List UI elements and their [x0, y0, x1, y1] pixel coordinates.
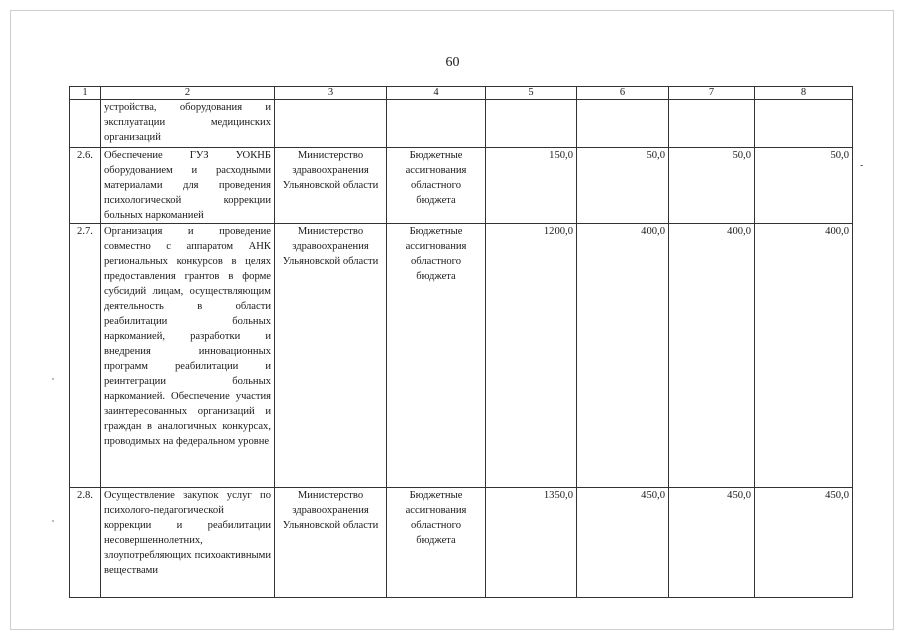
row-organization: Министерство здравоохранения Ульяновской области [275, 224, 387, 488]
row-number [70, 100, 101, 148]
row-description: Организация и проведение совместно с аппаратом АНК региональных конкурсов в целях предоставления грантов в форме субсидий лицам, осуществляющим деятельность в области реабилитации больных наркоманией, разработки и внедрения инновационных программ реабилитации и реинтеграции больных наркоманией. Обеспечение участия заинтересованных организаций и граждан в аналогичных конкурсах, проводимых на федеральном уровне [101, 224, 275, 488]
budget-table [69, 86, 853, 598]
header-cell: 5 [486, 87, 577, 100]
row-value-total: 150,0 [486, 148, 577, 224]
row-description: Обеспечение ГУЗ УОКНБ оборудованием и расходными материалами для проведения психологической коррекции больных наркоманией [101, 148, 275, 224]
row-funding-source: Бюджетные ассигнования областного бюджета [387, 488, 486, 598]
margin-mark: - [860, 160, 864, 171]
page-number: 60 [445, 55, 460, 70]
row-organization [275, 100, 387, 148]
table-header-row [70, 87, 853, 100]
row-number: 2.8. [70, 488, 101, 598]
row-value-year1: 450,0 [577, 488, 669, 598]
row-value-year2: 400,0 [669, 224, 755, 488]
row-value-year2: 50,0 [669, 148, 755, 224]
row-description: Осуществление закупок услуг по психолого-педагогической коррекции и реабилитации несовершеннолетних, злоупотребляющих психоактивными веществами [101, 488, 275, 598]
table-row [70, 488, 853, 598]
row-number: 2.6. [70, 148, 101, 224]
row-value-total: 1350,0 [486, 488, 577, 598]
scan-speck [52, 378, 54, 380]
header-cell: 6 [577, 87, 669, 100]
row-funding-source [387, 100, 486, 148]
row-value-total [486, 100, 577, 148]
row-number: 2.7. [70, 224, 101, 488]
row-value-year3: 400,0 [755, 224, 853, 488]
row-value-year1 [577, 100, 669, 148]
scan-edge-line [30, 629, 875, 630]
header-cell: 2 [101, 87, 275, 100]
header-cell: 8 [755, 87, 853, 100]
row-value-year3 [755, 100, 853, 148]
row-value-year2: 450,0 [669, 488, 755, 598]
row-value-year3: 450,0 [755, 488, 853, 598]
row-funding-source: Бюджетные ассигнования областного бюджета [387, 224, 486, 488]
row-value-total: 1200,0 [486, 224, 577, 488]
row-value-year1: 400,0 [577, 224, 669, 488]
table-row [70, 148, 853, 224]
header-cell: 4 [387, 87, 486, 100]
row-funding-source: Бюджетные ассигнования областного бюджета [387, 148, 486, 224]
scan-speck [52, 520, 54, 522]
table-row [70, 224, 853, 488]
row-value-year2 [669, 100, 755, 148]
row-value-year3: 50,0 [755, 148, 853, 224]
table-row [70, 100, 853, 148]
row-organization: Министерство здравоохранения Ульяновской области [275, 148, 387, 224]
row-value-year1: 50,0 [577, 148, 669, 224]
header-cell: 7 [669, 87, 755, 100]
row-description: устройства, оборудования и эксплуатации медицинских организаций [101, 100, 275, 148]
header-cell: 1 [70, 87, 101, 100]
header-cell: 3 [275, 87, 387, 100]
row-organization: Министерство здравоохранения Ульяновской области [275, 488, 387, 598]
